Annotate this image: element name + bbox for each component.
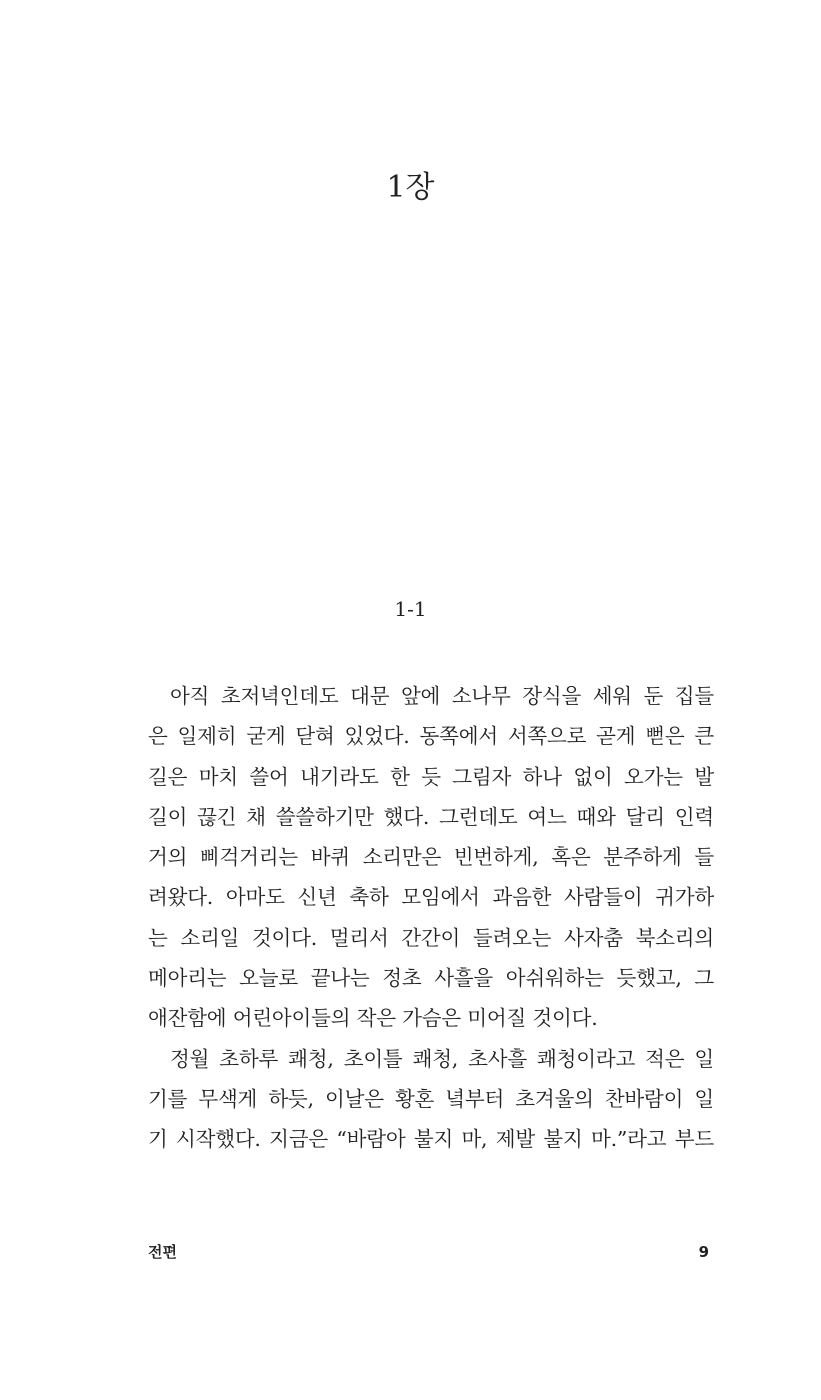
paragraph-2 (148, 1039, 714, 1160)
text-line: 아직 초저녁인데도 대문 앞에 소나무 장식을 세워 둔 집들 (170, 684, 714, 708)
section-title: 1-1 (394, 597, 427, 621)
chapter-title: 1장 (386, 170, 435, 205)
body-text (148, 676, 714, 1160)
text-line: 거의 삐걱거리는 바퀴 소리만은 빈번하게, 혹은 분주하게 들 (148, 845, 714, 870)
paragraph-1 (148, 676, 714, 1039)
text-line: 는 소리일 것이다. 멀리서 간간이 들려오는 사자춤 북소리의 (148, 925, 714, 950)
page-number: 9 (698, 1243, 709, 1261)
text-line: 기를 무색게 하듯, 이날은 황혼 녘부터 초겨울의 찬바람이 일 (148, 1086, 714, 1111)
text-line: 기 시작했다. 지금은 “바람아 불지 마, 제발 불지 마.”라고 부드 (148, 1127, 714, 1152)
text-line: 길은 마치 쓸어 내기라도 한 듯 그림자 하나 없이 오가는 발 (148, 764, 714, 789)
text-line: 애잔함에 어린아이들의 작은 가슴은 미어질 것이다. (148, 1006, 598, 1031)
text-line: 려왔다. 아마도 신년 축하 모임에서 과음한 사람들이 귀가하 (148, 885, 714, 910)
running-footer-title: 전편 (148, 1243, 177, 1261)
text-line: 길이 끊긴 채 쓸쓸하기만 했다. 그런데도 여느 때와 달리 인력 (148, 804, 714, 829)
text-line: 메아리는 오늘로 끝나는 정초 사흘을 아쉬워하는 듯했고, 그 (148, 966, 714, 991)
text-line: 정월 초하루 쾌청, 초이틀 쾌청, 초사흘 쾌청이라고 적은 일 (170, 1046, 714, 1071)
text-line: 은 일제히 굳게 닫혀 있었다. 동쪽에서 서쪽으로 곧게 뻗은 큰 (148, 724, 714, 749)
